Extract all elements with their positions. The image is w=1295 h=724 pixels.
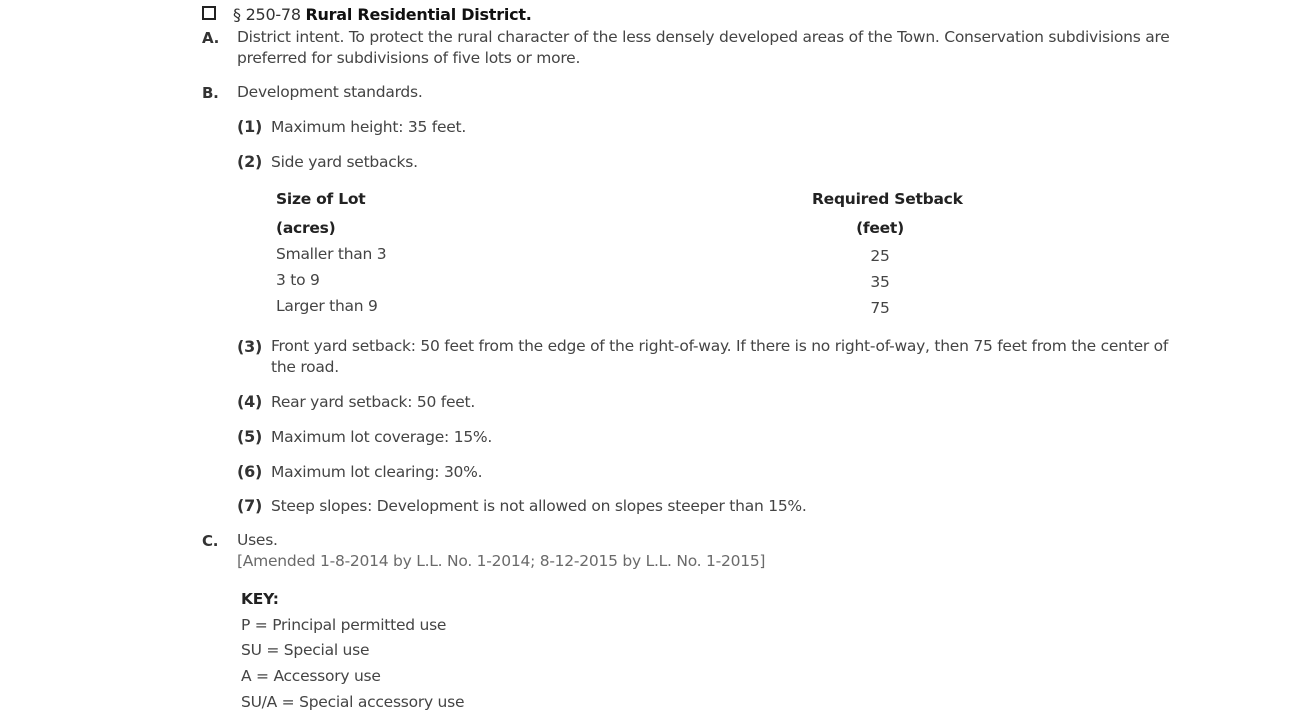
section-checkbox[interactable] <box>202 6 216 20</box>
item-7-number: (7) <box>237 496 263 515</box>
subsection-a-label: A. <box>202 29 220 47</box>
key-item-special-accessory: SU/A = Special accessory use <box>241 693 465 711</box>
table-row-3-size: Larger than 9 <box>276 297 378 315</box>
item-5-text: Maximum lot coverage: 15%. <box>271 428 493 446</box>
item-6-text: Maximum lot clearing: 30%. <box>271 463 483 481</box>
table-row-3-setback: 75 <box>870 299 890 317</box>
subsection-a-line2: preferred for subdivisions of five lots or more. <box>237 49 581 67</box>
item-5-number: (5) <box>237 427 263 446</box>
table-header-size-line1: Size of Lot <box>276 190 366 208</box>
item-4-text: Rear yard setback: 50 feet. <box>271 393 476 411</box>
table-row-2-setback: 35 <box>870 273 890 291</box>
item-6-number: (6) <box>237 462 263 481</box>
subsection-a-line1: District intent. To protect the rural character of the less densely developed areas of the Town. Conservation subdivisions are <box>237 28 1170 46</box>
subsection-c-text: Uses. <box>237 531 278 549</box>
item-1-text: Maximum height: 35 feet. <box>271 118 467 136</box>
table-header-setback-line2: (feet) <box>856 219 904 237</box>
key-item-special: SU = Special use <box>241 641 370 659</box>
table-row-1-size: Smaller than 3 <box>276 245 387 263</box>
amendment-history: [Amended 1-8-2014 by L.L. No. 1-2014; 8-12-2015 by L.L. No. 1-2015] <box>237 552 766 570</box>
item-2-number: (2) <box>237 152 263 171</box>
item-4-number: (4) <box>237 392 263 411</box>
key-item-accessory: A = Accessory use <box>241 667 381 685</box>
table-row-2-size: 3 to 9 <box>276 271 320 289</box>
item-7-text: Steep slopes: Development is not allowed on slopes steeper than 15%. <box>271 497 807 515</box>
item-2-text: Side yard setbacks. <box>271 153 418 171</box>
item-1-number: (1) <box>237 117 263 136</box>
item-3-line2: the road. <box>271 358 339 376</box>
subsection-b-text: Development standards. <box>237 83 423 101</box>
section-number: § 250-78 <box>233 5 301 24</box>
item-3-line1: Front yard setback: 50 feet from the edge of the right-of-way. If there is no right-of-way, then 75 feet from the center of <box>271 337 1169 355</box>
key-item-principal: P = Principal permitted use <box>241 616 447 634</box>
item-3-number: (3) <box>237 337 263 356</box>
table-row-1-setback: 25 <box>870 247 890 265</box>
subsection-b-label: B. <box>202 84 219 102</box>
subsection-c-label: C. <box>202 532 219 550</box>
table-header-setback-line1: Required Setback <box>812 190 963 208</box>
section-title: Rural Residential District. <box>305 5 532 24</box>
key-heading: KEY: <box>241 590 279 608</box>
section-heading <box>233 5 532 24</box>
table-header-size-line2: (acres) <box>276 219 336 237</box>
